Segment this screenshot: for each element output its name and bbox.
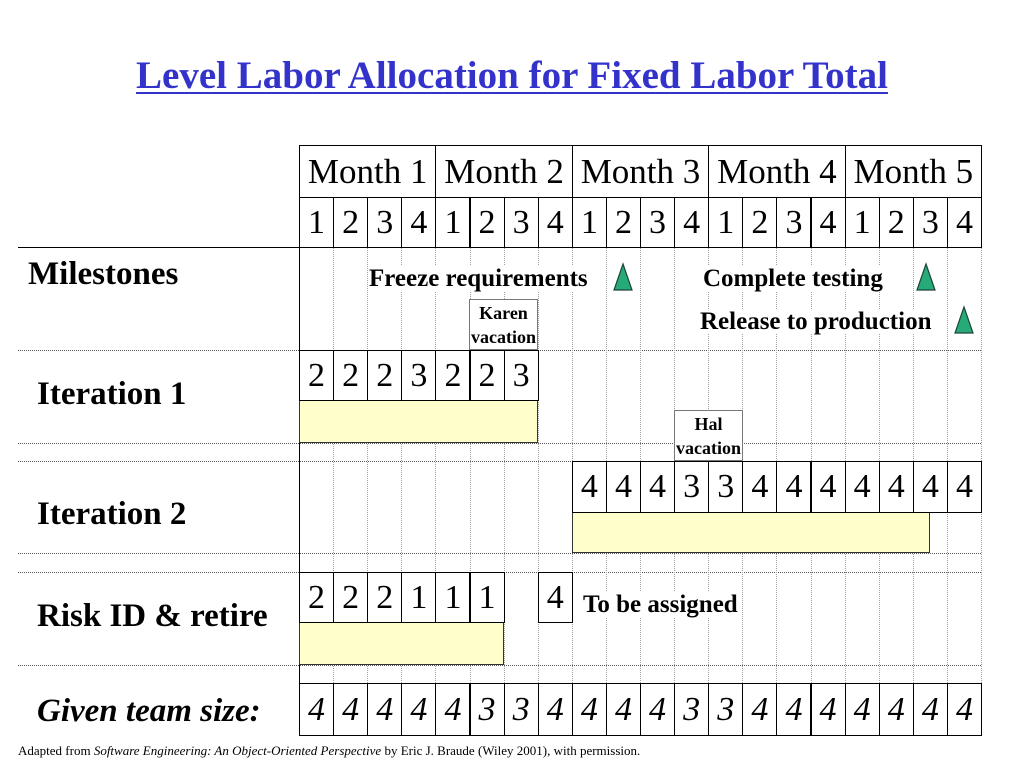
milestone-release-to-production: Release to production: [700, 308, 932, 335]
team-size-value-cell: 4: [401, 683, 436, 736]
week-number-cell: 1: [572, 197, 607, 248]
risk-value-cell: 2: [299, 572, 334, 623]
milestone-triangle-icon: [916, 263, 936, 291]
risk-value-cell: 4: [538, 572, 573, 623]
team-size-value-cell: 4: [333, 683, 368, 736]
month-header-cell: Month 2: [435, 145, 572, 198]
iteration-2-value-cell: 4: [811, 461, 846, 513]
week-number-cell: 2: [470, 197, 505, 248]
iteration-2-value-cell: 4: [845, 461, 880, 513]
footer-prefix: Adapted from: [18, 743, 91, 758]
week-number-cell: 2: [742, 197, 777, 248]
header-baseline: [18, 247, 299, 248]
week-number-cell: 3: [640, 197, 675, 248]
vacation-note: vacation: [471, 327, 536, 347]
iteration-1-label: Iteration 1: [37, 376, 187, 412]
vacation-name: Karen: [479, 303, 528, 323]
risk-value-cell: 1: [435, 572, 470, 623]
iteration-1-bar: [299, 400, 538, 443]
iteration-2-value-cell: 4: [572, 461, 607, 513]
vacation-name: Hal: [694, 414, 723, 434]
week-number-cell: 4: [538, 197, 573, 248]
week-number-cell: 4: [947, 197, 982, 248]
month-header-cell: Month 3: [572, 145, 709, 198]
iteration-1-value-cell: 2: [299, 350, 334, 401]
week-number-cell: 2: [333, 197, 368, 248]
team-size-value-cell: 4: [913, 683, 948, 736]
iteration-1-value-cell: 2: [435, 350, 470, 401]
iteration-1-value-cell: 2: [367, 350, 402, 401]
team-size-value-cell: 4: [572, 683, 607, 736]
milestone-freeze-requirements: Freeze requirements: [369, 265, 588, 292]
month-header-cell: Month 4: [708, 145, 845, 198]
milestone-complete-testing: Complete testing: [703, 265, 883, 292]
risk-label: Risk ID & retire: [37, 598, 268, 634]
week-number-cell: 4: [811, 197, 846, 248]
team-size-value-cell: 4: [640, 683, 675, 736]
team-size-value-cell: 4: [947, 683, 982, 736]
week-number-cell: 1: [708, 197, 743, 248]
team-size-value-cell: 4: [811, 683, 846, 736]
iteration-1-value-cell: 2: [470, 350, 505, 401]
row-divider: [18, 665, 981, 666]
iteration-2-value-cell: 4: [947, 461, 982, 513]
team-size-value-cell: 4: [367, 683, 402, 736]
week-number-cell: 1: [435, 197, 470, 248]
row-divider: [18, 553, 981, 554]
week-number-cell: 2: [606, 197, 641, 248]
iteration-2-value-cell: 4: [879, 461, 914, 513]
week-number-cell: 3: [504, 197, 539, 248]
team-size-label: Given team size:: [37, 693, 261, 729]
team-size-value-cell: 4: [879, 683, 914, 736]
team-size-value-cell: 4: [742, 683, 777, 736]
team-size-value-cell: 4: [776, 683, 811, 736]
iteration-2-bar: [572, 512, 930, 553]
hal-vacation-box: [674, 410, 743, 461]
iteration-2-value-cell: 4: [776, 461, 811, 513]
iteration-2-label: Iteration 2: [37, 496, 187, 532]
row-divider: [18, 443, 981, 444]
month-header-cell: Month 5: [845, 145, 982, 198]
week-number-cell: 1: [845, 197, 880, 248]
risk-value-cell: 2: [367, 572, 402, 623]
iteration-2-value-cell: 4: [606, 461, 641, 513]
vacation-note: vacation: [676, 438, 741, 458]
team-size-value-cell: 4: [606, 683, 641, 736]
milestones-label: Milestones: [28, 256, 179, 292]
week-number-cell: 4: [401, 197, 436, 248]
milestone-triangle-icon: [954, 306, 974, 334]
team-size-value-cell: 4: [435, 683, 470, 736]
team-size-value-cell: 4: [299, 683, 334, 736]
team-size-value-cell: 3: [504, 683, 539, 736]
team-size-value-cell: 4: [538, 683, 573, 736]
iteration-2-value-cell: 3: [674, 461, 709, 513]
week-number-cell: 4: [674, 197, 709, 248]
footer-suffix: by Eric J. Braude (Wiley 2001), with permission.: [384, 743, 641, 758]
week-number-cell: 2: [879, 197, 914, 248]
footer-book-title: Software Engineering: An Object-Oriented Perspective: [93, 743, 382, 758]
iteration-2-value-cell: 3: [708, 461, 743, 513]
team-size-value-cell: 3: [674, 683, 709, 736]
week-number-cell: 3: [367, 197, 402, 248]
risk-value-cell: 1: [401, 572, 436, 623]
slide-title: Level Labor Allocation for Fixed Labor Total: [136, 54, 888, 97]
iteration-2-value-cell: 4: [742, 461, 777, 513]
iteration-1-value-cell: 3: [401, 350, 436, 401]
to-be-assigned-note: To be assigned: [583, 591, 738, 618]
risk-bar: [299, 622, 504, 665]
iteration-1-value-cell: 3: [504, 350, 539, 401]
risk-value-cell: 2: [333, 572, 368, 623]
iteration-2-value-cell: 4: [640, 461, 675, 513]
iteration-1-value-cell: 2: [333, 350, 368, 401]
team-size-value-cell: 3: [470, 683, 505, 736]
team-size-value-cell: 4: [845, 683, 880, 736]
week-number-cell: 3: [913, 197, 948, 248]
iteration-2-value-cell: 4: [913, 461, 948, 513]
week-number-cell: 1: [299, 197, 334, 248]
team-size-value-cell: 3: [708, 683, 743, 736]
month-header-cell: Month 1: [299, 145, 436, 198]
karen-vacation-box: [469, 299, 538, 350]
week-number-cell: 3: [776, 197, 811, 248]
milestone-triangle-icon: [613, 263, 633, 291]
attribution-footer: [18, 744, 640, 758]
risk-value-cell: 1: [470, 572, 505, 623]
